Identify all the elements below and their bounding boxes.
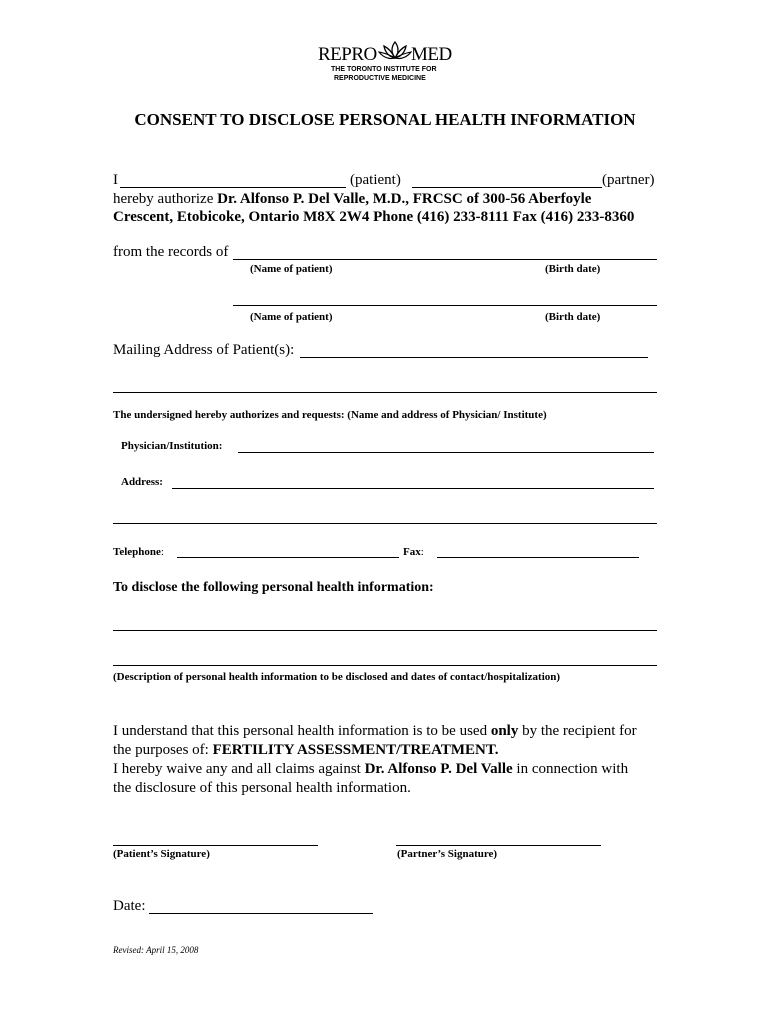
partner-label: (partner) (602, 172, 655, 188)
disclose-field-2[interactable] (113, 665, 657, 666)
patient-signature-label: (Patient’s Signature) (113, 848, 210, 860)
understand-line-2: the purposes of: FERTILITY ASSESSMENT/TREATMENT. (113, 742, 499, 758)
disclose-description: (Description of personal health information to be disclosed and dates of contact/hospitalization) (113, 671, 561, 683)
understand-line-3: I hereby waive any and all claims against Dr. Alfonso P. Del Valle in connection with (113, 761, 629, 777)
telephone-field[interactable] (177, 557, 399, 558)
fax-colon: : (420, 546, 424, 558)
telephone-label-wrap (113, 546, 164, 558)
telephone-colon: : (160, 546, 164, 558)
logo-left-word: REPRO (318, 44, 377, 65)
authorize-line-1 (113, 191, 591, 208)
revised-note: Revised: April 15, 2008 (113, 945, 199, 955)
request-heading: The undersigned hereby authorizes and requests: (Name and address of Physician/ Institute) (113, 409, 547, 421)
i-label: I (113, 172, 118, 188)
address-label: Address: (121, 476, 163, 488)
partner-name-field[interactable] (412, 187, 602, 188)
mailing-address-field-1[interactable] (300, 357, 648, 358)
patient-signature-field[interactable] (113, 845, 318, 846)
date-field[interactable] (149, 913, 373, 914)
logo (318, 44, 458, 84)
records-name-label-2: (Name of patient) (250, 311, 333, 323)
disclose-field-1[interactable] (113, 630, 657, 631)
authorize-doctor: Dr. Alfonso P. Del Valle, M.D., FRCSC of 300-56 Aberfoyle (217, 191, 592, 207)
fax-field[interactable] (437, 557, 639, 558)
records-patient-field-1[interactable] (233, 259, 657, 260)
page-title: CONSENT TO DISCLOSE PERSONAL HEALTH INFORMATION (134, 110, 636, 129)
authorize-line-2: Crescent, Etobicoke, Ontario M8X 2W4 Phone (416) 233-8111 Fax (416) 233-8360 (113, 209, 635, 225)
understand-line-1: I understand that this personal health information is to be used only by the recipient for (113, 723, 637, 739)
date-label: Date: (113, 898, 146, 914)
mailing-address-field-2[interactable] (113, 392, 657, 393)
logo-tagline-1: THE TORONTO INSTITUTE FOR (331, 66, 437, 73)
disclose-heading: To disclose the following personal health information: (113, 580, 434, 595)
logo-tagline-2: REPRODUCTIVE MEDICINE (334, 75, 426, 82)
physician-label: Physician/Institution: (121, 440, 223, 452)
records-patient-field-2[interactable] (233, 305, 657, 306)
lotus-icon (378, 40, 412, 67)
records-name-label-1: (Name of patient) (250, 263, 333, 275)
address-field-1[interactable] (172, 488, 654, 489)
fax-label-wrap (403, 546, 424, 558)
authorize-prefix: hereby authorize (113, 191, 218, 207)
telephone-label: Telephone (113, 546, 161, 558)
partner-signature-label: (Partner’s Signature) (397, 848, 498, 860)
patient-name-field[interactable] (120, 187, 346, 188)
records-birth-label-1: (Birth date) (545, 263, 601, 275)
address-field-2[interactable] (113, 523, 657, 524)
logo-right-word: MED (411, 44, 452, 65)
records-label: from the records of (113, 244, 229, 260)
understand-paragraph (113, 722, 637, 798)
partner-signature-field[interactable] (396, 845, 601, 846)
patient-label: (patient) (350, 172, 401, 188)
fax-label: Fax (403, 546, 421, 558)
records-birth-label-2: (Birth date) (545, 311, 601, 323)
physician-field[interactable] (238, 452, 654, 453)
mailing-label: Mailing Address of Patient(s): (113, 342, 295, 358)
understand-line-4: the disclosure of this personal health information. (113, 780, 411, 796)
